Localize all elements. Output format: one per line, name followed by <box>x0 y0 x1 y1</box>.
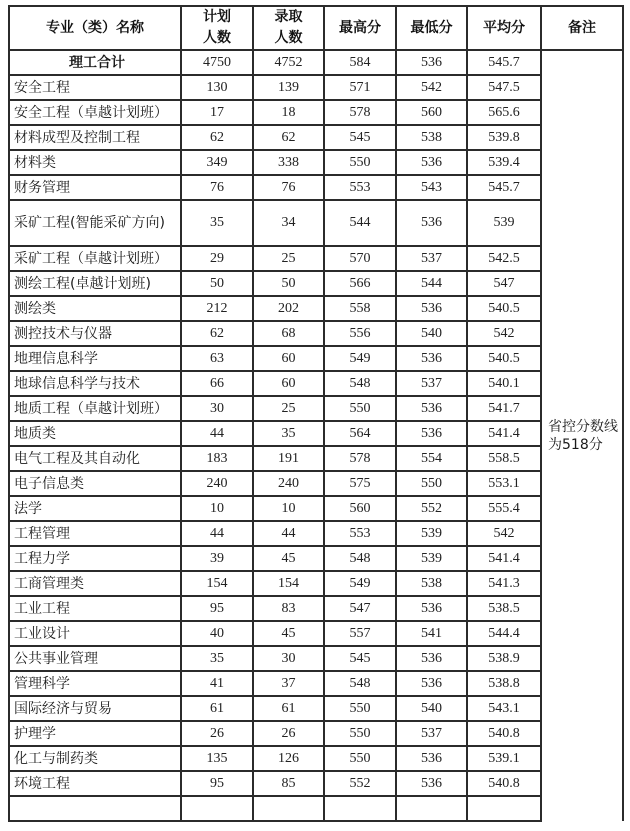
cell-max: 578 <box>324 446 396 471</box>
cell-admit: 25 <box>253 246 324 271</box>
cell-plan: 212 <box>181 296 253 321</box>
major-name: 测控技术与仪器 <box>9 321 181 346</box>
table-row <box>9 796 623 821</box>
cell-max: 564 <box>324 421 396 446</box>
cell-avg: 541.7 <box>467 396 541 421</box>
cell-min <box>396 796 467 821</box>
table-row <box>9 696 623 721</box>
cell-admit: 45 <box>253 546 324 571</box>
cell-plan: 240 <box>181 471 253 496</box>
table-row <box>9 125 623 150</box>
header-major-name: 专业（类）名称 <box>9 6 181 50</box>
cell-avg: 540.5 <box>467 346 541 371</box>
table-row <box>9 75 623 100</box>
cell-min: 538 <box>396 125 467 150</box>
cell-admit: 154 <box>253 571 324 596</box>
cell-max: 557 <box>324 621 396 646</box>
cell-avg: 542.5 <box>467 246 541 271</box>
cell-max: 550 <box>324 696 396 721</box>
cell-max <box>324 796 396 821</box>
cell-plan: 26 <box>181 721 253 746</box>
cell-plan: 39 <box>181 546 253 571</box>
cell-plan: 63 <box>181 346 253 371</box>
cell-admit: 76 <box>253 175 324 200</box>
major-name <box>9 796 181 821</box>
cell-max: 547 <box>324 596 396 621</box>
cell-plan: 17 <box>181 100 253 125</box>
table-row <box>9 371 623 396</box>
cell-plan: 61 <box>181 696 253 721</box>
note-cell: 省控分数线为518分 <box>541 50 623 821</box>
table-row <box>9 100 623 125</box>
major-name: 地球信息科学与技术 <box>9 371 181 396</box>
cell-min: 542 <box>396 75 467 100</box>
table-row <box>9 546 623 571</box>
cell-avg: 538.8 <box>467 671 541 696</box>
cell-plan: 62 <box>181 125 253 150</box>
cell-admit: 338 <box>253 150 324 175</box>
cell-max: 553 <box>324 521 396 546</box>
table-row <box>9 200 623 246</box>
cell-min: 539 <box>396 546 467 571</box>
table-row <box>9 471 623 496</box>
major-name: 安全工程（卓越计划班） <box>9 100 181 125</box>
cell-min: 536 <box>396 421 467 446</box>
cell-max: 550 <box>324 396 396 421</box>
cell-admit <box>253 796 324 821</box>
cell-avg: 558.5 <box>467 446 541 471</box>
major-name: 法学 <box>9 496 181 521</box>
header-row <box>9 6 623 50</box>
cell-min: 536 <box>396 396 467 421</box>
cell-plan: 349 <box>181 150 253 175</box>
cell-min: 538 <box>396 571 467 596</box>
cell-avg: 543.1 <box>467 696 541 721</box>
cell-admit: 139 <box>253 75 324 100</box>
cell-admit: 61 <box>253 696 324 721</box>
cell-avg: 540.5 <box>467 296 541 321</box>
cell-min: 552 <box>396 496 467 521</box>
cell-avg: 541.3 <box>467 571 541 596</box>
cell-admit: 62 <box>253 125 324 150</box>
cell-min: 550 <box>396 471 467 496</box>
header-plan-line1: 计划 <box>203 9 231 25</box>
table-row <box>9 721 623 746</box>
cell-avg: 541.4 <box>467 421 541 446</box>
total-admit: 4752 <box>253 50 324 75</box>
table-row <box>9 271 623 296</box>
major-name: 电气工程及其自动化 <box>9 446 181 471</box>
cell-min: 536 <box>396 771 467 796</box>
cell-admit: 126 <box>253 746 324 771</box>
cell-plan: 41 <box>181 671 253 696</box>
table-row <box>9 396 623 421</box>
total-row <box>9 50 623 75</box>
header-admit-line1: 录取 <box>274 9 303 25</box>
cell-admit: 26 <box>253 721 324 746</box>
cell-min: 536 <box>396 646 467 671</box>
total-max: 584 <box>324 50 396 75</box>
major-name: 工业设计 <box>9 621 181 646</box>
cell-plan: 135 <box>181 746 253 771</box>
cell-avg: 544.4 <box>467 621 541 646</box>
header-admit-count <box>253 6 324 50</box>
header-admit-line2: 人数 <box>274 30 303 46</box>
major-name: 材料成型及控制工程 <box>9 125 181 150</box>
table-row <box>9 446 623 471</box>
cell-min: 539 <box>396 521 467 546</box>
cell-plan: 183 <box>181 446 253 471</box>
cell-admit: 60 <box>253 346 324 371</box>
cell-min: 541 <box>396 621 467 646</box>
major-name: 测绘类 <box>9 296 181 321</box>
cell-avg: 538.9 <box>467 646 541 671</box>
cell-plan <box>181 796 253 821</box>
cell-avg: 565.6 <box>467 100 541 125</box>
total-plan: 4750 <box>181 50 253 75</box>
cell-max: 558 <box>324 296 396 321</box>
major-name: 环境工程 <box>9 771 181 796</box>
cell-min: 536 <box>396 296 467 321</box>
major-name: 工业工程 <box>9 596 181 621</box>
cell-min: 540 <box>396 696 467 721</box>
cell-plan: 95 <box>181 596 253 621</box>
major-name: 护理学 <box>9 721 181 746</box>
cell-max: 553 <box>324 175 396 200</box>
cell-avg <box>467 796 541 821</box>
admission-scores-table <box>8 5 624 822</box>
cell-admit: 44 <box>253 521 324 546</box>
cell-max: 570 <box>324 246 396 271</box>
major-name: 测绘工程(卓越计划班) <box>9 271 181 296</box>
cell-plan: 95 <box>181 771 253 796</box>
cell-plan: 154 <box>181 571 253 596</box>
major-name: 地理信息科学 <box>9 346 181 371</box>
cell-max: 549 <box>324 571 396 596</box>
header-min-score: 最低分 <box>396 6 467 50</box>
table-row <box>9 771 623 796</box>
cell-max: 552 <box>324 771 396 796</box>
cell-avg: 540.1 <box>467 371 541 396</box>
cell-plan: 44 <box>181 421 253 446</box>
cell-plan: 35 <box>181 646 253 671</box>
table-row <box>9 150 623 175</box>
cell-admit: 83 <box>253 596 324 621</box>
cell-avg: 538.5 <box>467 596 541 621</box>
cell-admit: 202 <box>253 296 324 321</box>
major-name: 化工与制药类 <box>9 746 181 771</box>
cell-admit: 35 <box>253 421 324 446</box>
major-name: 工程力学 <box>9 546 181 571</box>
table-row <box>9 746 623 771</box>
table-row <box>9 175 623 200</box>
cell-max: 545 <box>324 646 396 671</box>
cell-avg: 540.8 <box>467 771 541 796</box>
cell-admit: 85 <box>253 771 324 796</box>
cell-avg: 553.1 <box>467 471 541 496</box>
cell-plan: 10 <box>181 496 253 521</box>
cell-avg: 545.7 <box>467 175 541 200</box>
cell-max: 566 <box>324 271 396 296</box>
header-note: 备注 <box>541 6 623 50</box>
cell-avg: 547.5 <box>467 75 541 100</box>
cell-avg: 547 <box>467 271 541 296</box>
cell-avg: 539.1 <box>467 746 541 771</box>
table-row <box>9 596 623 621</box>
table-row <box>9 346 623 371</box>
major-name: 地质类 <box>9 421 181 446</box>
cell-max: 545 <box>324 125 396 150</box>
cell-min: 537 <box>396 246 467 271</box>
cell-min: 560 <box>396 100 467 125</box>
cell-admit: 10 <box>253 496 324 521</box>
header-max-score: 最高分 <box>324 6 396 50</box>
cell-max: 578 <box>324 100 396 125</box>
cell-plan: 40 <box>181 621 253 646</box>
cell-max: 550 <box>324 150 396 175</box>
cell-max: 548 <box>324 671 396 696</box>
table-row <box>9 671 623 696</box>
major-name: 采矿工程(智能采矿方向) <box>9 200 181 246</box>
table-row <box>9 296 623 321</box>
cell-min: 544 <box>396 271 467 296</box>
cell-min: 536 <box>396 346 467 371</box>
cell-avg: 540.8 <box>467 721 541 746</box>
cell-admit: 37 <box>253 671 324 696</box>
table-row <box>9 246 623 271</box>
major-name: 工商管理类 <box>9 571 181 596</box>
cell-max: 560 <box>324 496 396 521</box>
cell-avg: 539.4 <box>467 150 541 175</box>
cell-plan: 62 <box>181 321 253 346</box>
cell-max: 550 <box>324 746 396 771</box>
cell-avg: 542 <box>467 521 541 546</box>
cell-min: 536 <box>396 200 467 246</box>
cell-min: 536 <box>396 746 467 771</box>
major-name: 财务管理 <box>9 175 181 200</box>
cell-plan: 66 <box>181 371 253 396</box>
table-row <box>9 521 623 546</box>
total-min: 536 <box>396 50 467 75</box>
header-plan-line2: 人数 <box>203 30 231 46</box>
major-name: 地质工程（卓越计划班） <box>9 396 181 421</box>
cell-min: 536 <box>396 671 467 696</box>
cell-max: 548 <box>324 546 396 571</box>
major-name: 电子信息类 <box>9 471 181 496</box>
table-row <box>9 421 623 446</box>
cell-admit: 50 <box>253 271 324 296</box>
cell-max: 556 <box>324 321 396 346</box>
cell-plan: 30 <box>181 396 253 421</box>
major-name: 公共事业管理 <box>9 646 181 671</box>
cell-plan: 76 <box>181 175 253 200</box>
cell-max: 544 <box>324 200 396 246</box>
total-avg: 545.7 <box>467 50 541 75</box>
cell-min: 536 <box>396 150 467 175</box>
cell-min: 543 <box>396 175 467 200</box>
cell-min: 537 <box>396 721 467 746</box>
cell-admit: 34 <box>253 200 324 246</box>
table-row <box>9 646 623 671</box>
cell-min: 536 <box>396 596 467 621</box>
major-name: 国际经济与贸易 <box>9 696 181 721</box>
cell-admit: 30 <box>253 646 324 671</box>
table-row <box>9 621 623 646</box>
cell-plan: 130 <box>181 75 253 100</box>
table-row <box>9 321 623 346</box>
cell-plan: 29 <box>181 246 253 271</box>
major-name: 工程管理 <box>9 521 181 546</box>
cell-avg: 555.4 <box>467 496 541 521</box>
cell-admit: 60 <box>253 371 324 396</box>
table-row <box>9 496 623 521</box>
cell-min: 537 <box>396 371 467 396</box>
header-plan-count <box>181 6 253 50</box>
cell-avg: 539.8 <box>467 125 541 150</box>
cell-plan: 50 <box>181 271 253 296</box>
header-avg-score: 平均分 <box>467 6 541 50</box>
major-name: 采矿工程（卓越计划班） <box>9 246 181 271</box>
cell-max: 549 <box>324 346 396 371</box>
major-name: 安全工程 <box>9 75 181 100</box>
cell-max: 550 <box>324 721 396 746</box>
cell-avg: 539 <box>467 200 541 246</box>
cell-admit: 68 <box>253 321 324 346</box>
cell-admit: 25 <box>253 396 324 421</box>
cell-avg: 542 <box>467 321 541 346</box>
cell-avg: 541.4 <box>467 546 541 571</box>
cell-admit: 240 <box>253 471 324 496</box>
cell-max: 571 <box>324 75 396 100</box>
cell-plan: 44 <box>181 521 253 546</box>
major-name: 材料类 <box>9 150 181 175</box>
cell-min: 554 <box>396 446 467 471</box>
total-name: 理工合计 <box>9 50 181 75</box>
cell-plan: 35 <box>181 200 253 246</box>
cell-min: 540 <box>396 321 467 346</box>
major-name: 管理科学 <box>9 671 181 696</box>
cell-max: 548 <box>324 371 396 396</box>
cell-admit: 45 <box>253 621 324 646</box>
cell-max: 575 <box>324 471 396 496</box>
cell-admit: 191 <box>253 446 324 471</box>
cell-admit: 18 <box>253 100 324 125</box>
table-row <box>9 571 623 596</box>
